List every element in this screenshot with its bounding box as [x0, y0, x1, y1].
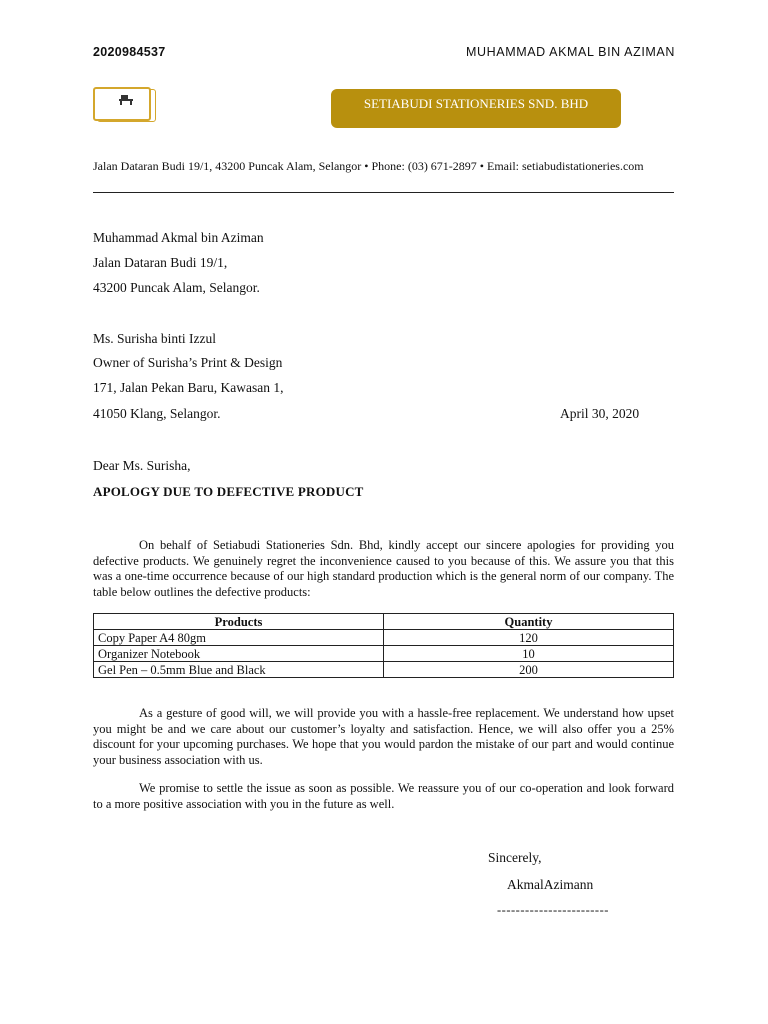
sender-city: 43200 Puncak Alam, Selangor. [93, 280, 260, 295]
table-header-row [94, 614, 674, 630]
closing-sincerely: Sincerely, [488, 850, 542, 865]
company-banner [331, 89, 621, 128]
defective-products-table [93, 613, 674, 678]
header-products: Products [94, 614, 384, 630]
student-name: MUHAMMAD AKMAL BIN AZIMAN [465, 45, 675, 59]
table-row [94, 662, 674, 678]
desk-icon [119, 94, 133, 110]
signature-name: AkmalAzimann [507, 877, 594, 892]
product-cell: Copy Paper A4 80gm [94, 630, 384, 646]
quantity-cell: 120 [384, 630, 674, 646]
product-cell: Organizer Notebook [94, 646, 384, 662]
salutation: Dear Ms. Surisha, [93, 458, 191, 473]
header-quantity: Quantity [384, 614, 674, 630]
paragraph-3: We promise to settle the issue as soon as possible. We reassure you of our co-operation and look forward to a more positive association with you in the future as well. [93, 781, 674, 811]
letterhead-address: Jalan Dataran Budi 19/1, 43200 Puncak Alam, Selangor • Phone: (03) 671-2897 • Email: setiabudistationeries.com [93, 159, 644, 173]
company-name: SETIABUDI STATIONERIES SND. BHD [363, 96, 589, 111]
letter-subject: APOLOGY DUE TO DEFECTIVE PRODUCT [93, 484, 364, 499]
quantity-cell: 10 [384, 646, 674, 662]
recipient-title: Owner of Surisha’s Print & Design [93, 355, 283, 370]
paragraph-2: As a gesture of good will, we will provide you with a hassle-free replacement. We understand how upset you might be and we care about our customer’s loyalty and satisfaction. Hence, we will also offer you a 25% discount for your upcoming purchases. We hope that you would pardon the mistake of our part and would continue your business association with us. [93, 706, 674, 767]
company-logo [93, 87, 156, 123]
recipient-street: 171, Jalan Pekan Baru, Kawasan 1, [93, 380, 284, 395]
sender-name: Muhammad Akmal bin Aziman [93, 230, 264, 245]
product-cell: Gel Pen – 0.5mm Blue and Black [94, 662, 384, 678]
letter-date: April 30, 2020 [560, 406, 640, 421]
recipient-name: Ms. Surisha binti Izzul [93, 331, 216, 346]
table-row [94, 646, 674, 662]
table-row [94, 630, 674, 646]
recipient-city: 41050 Klang, Selangor. [93, 406, 221, 421]
letterhead-divider [93, 192, 674, 193]
sender-street: Jalan Dataran Budi 19/1, [93, 255, 228, 270]
student-id: 2020984537 [93, 45, 166, 59]
paragraph-1: On behalf of Setiabudi Stationeries Sdn. Bhd, kindly accept our sincere apologies for providing you defective products. We genuinely regret the inconvenience caused to you because of this. We assure you that this was a one-time occurrence because of our high standard production which is the general norm of our company. The table below outlines the defective products: [93, 538, 674, 599]
quantity-cell: 200 [384, 662, 674, 678]
signature-line: ------------------------ [497, 903, 609, 917]
